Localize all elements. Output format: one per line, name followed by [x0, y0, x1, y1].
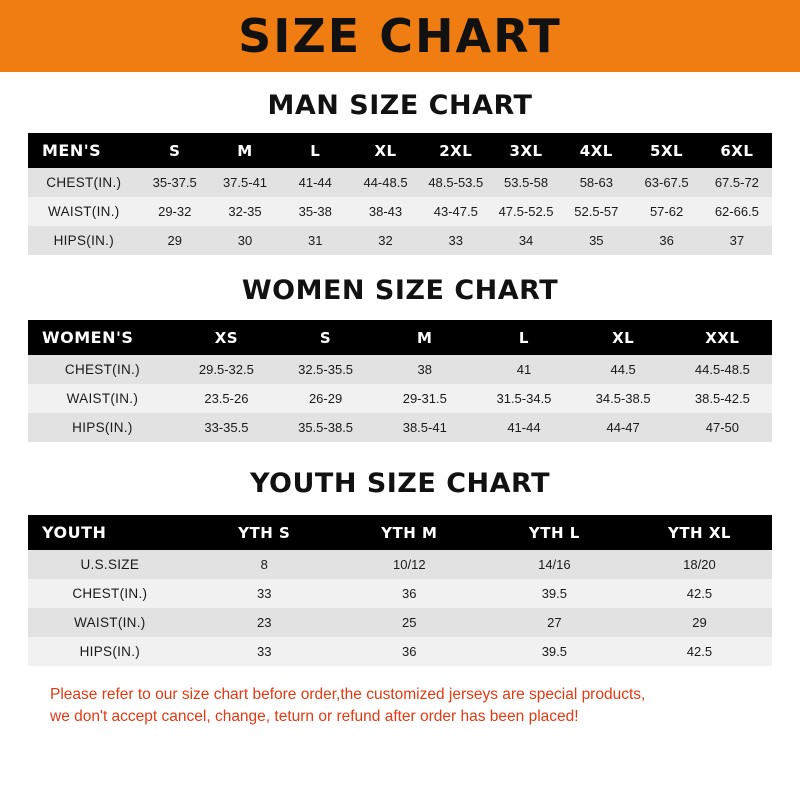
cell: 42.5: [627, 579, 772, 608]
men-size-table: [28, 133, 772, 255]
row-label: WAIST(IN.): [28, 384, 177, 413]
row-label: CHEST(IN.): [28, 168, 140, 197]
cell: 67.5-72: [702, 168, 772, 197]
row-label: CHEST(IN.): [28, 355, 177, 384]
col-header-yth-l: YTH L: [482, 515, 627, 550]
cell: 36: [337, 637, 482, 666]
cell: 44.5-48.5: [673, 355, 772, 384]
table-row: [28, 226, 772, 255]
women-table-header: [28, 320, 772, 355]
cell: 39.5: [482, 579, 627, 608]
table-row: [28, 608, 772, 637]
cell: 47.5-52.5: [491, 197, 561, 226]
row-label: HIPS(IN.): [28, 413, 177, 442]
col-header-s: S: [276, 320, 375, 355]
cell: 41-44: [474, 413, 573, 442]
cell: 48.5-53.5: [421, 168, 491, 197]
cell: 30: [210, 226, 280, 255]
cell: 58-63: [561, 168, 631, 197]
row-label: CHEST(IN.): [28, 579, 192, 608]
cell: 29: [140, 226, 210, 255]
col-header-yth-xl: YTH XL: [627, 515, 772, 550]
col-header-6xl: 6XL: [702, 133, 772, 168]
table-row: [28, 579, 772, 608]
cell: 38: [375, 355, 474, 384]
cell: 34: [491, 226, 561, 255]
table-header-row: [28, 320, 772, 355]
cell: 35-37.5: [140, 168, 210, 197]
row-label: WAIST(IN.): [28, 608, 192, 637]
cell: 29.5-32.5: [177, 355, 276, 384]
cell: 44.5: [574, 355, 673, 384]
table-row: [28, 637, 772, 666]
col-header-xl: XL: [574, 320, 673, 355]
cell: 29-32: [140, 197, 210, 226]
cell: 33: [192, 579, 337, 608]
footnote-line-2: we don't accept cancel, change, teturn or refund after order has been placed!: [50, 708, 579, 726]
men-table-body: [28, 168, 772, 255]
col-header-yth-s: YTH S: [192, 515, 337, 550]
cell: 53.5-58: [491, 168, 561, 197]
cell: 23: [192, 608, 337, 637]
cell: 36: [631, 226, 701, 255]
col-header-5xl: 5XL: [631, 133, 701, 168]
page-title: SIZE CHART: [238, 9, 562, 63]
cell: 29-31.5: [375, 384, 474, 413]
cell: 37: [702, 226, 772, 255]
cell: 34.5-38.5: [574, 384, 673, 413]
cell: 14/16: [482, 550, 627, 579]
cell: 41: [474, 355, 573, 384]
cell: 35-38: [280, 197, 350, 226]
col-header-yth-m: YTH M: [337, 515, 482, 550]
table-row: [28, 413, 772, 442]
cell: 10/12: [337, 550, 482, 579]
cell: 29: [627, 608, 772, 637]
cell: 26-29: [276, 384, 375, 413]
cell: 37.5-41: [210, 168, 280, 197]
col-header-youth: YOUTH: [28, 515, 192, 550]
col-header-s: S: [140, 133, 210, 168]
cell: 43-47.5: [421, 197, 491, 226]
col-header-xs: XS: [177, 320, 276, 355]
cell: 35.5-38.5: [276, 413, 375, 442]
cell: 32: [350, 226, 420, 255]
cell: 57-62: [631, 197, 701, 226]
row-label: WAIST(IN.): [28, 197, 140, 226]
cell: 23.5-26: [177, 384, 276, 413]
footnote: [28, 684, 772, 729]
youth-table-header: [28, 515, 772, 550]
cell: 18/20: [627, 550, 772, 579]
cell: 31.5-34.5: [474, 384, 573, 413]
row-label: HIPS(IN.): [28, 637, 192, 666]
cell: 44-47: [574, 413, 673, 442]
cell: 33: [192, 637, 337, 666]
col-header-2xl: 2XL: [421, 133, 491, 168]
women-size-table: [28, 320, 772, 442]
youth-size-table: [28, 515, 772, 666]
col-header-m: M: [210, 133, 280, 168]
cell: 35: [561, 226, 631, 255]
section-title-youth: YOUTH SIZE CHART: [249, 468, 551, 499]
cell: 62-66.5: [702, 197, 772, 226]
content-area: [0, 90, 800, 729]
cell: 33: [421, 226, 491, 255]
cell: 36: [337, 579, 482, 608]
footnote-line-1: Please refer to our size chart before order,the customized jerseys are special products,: [50, 686, 646, 703]
table-row: [28, 550, 772, 579]
cell: 25: [337, 608, 482, 637]
cell: 63-67.5: [631, 168, 701, 197]
cell: 32.5-35.5: [276, 355, 375, 384]
row-label: U.S.SIZE: [28, 550, 192, 579]
cell: 27: [482, 608, 627, 637]
col-header-womens: WOMEN'S: [28, 320, 177, 355]
cell: 32-35: [210, 197, 280, 226]
table-header-row: [28, 133, 772, 168]
women-table-body: [28, 355, 772, 442]
cell: 38.5-42.5: [673, 384, 772, 413]
col-header-mens: MEN'S: [28, 133, 140, 168]
col-header-xxl: XXL: [673, 320, 772, 355]
table-row: [28, 197, 772, 226]
col-header-l: L: [474, 320, 573, 355]
col-header-l: L: [280, 133, 350, 168]
table-row: [28, 355, 772, 384]
section-title-women: WOMEN SIZE CHART: [241, 275, 559, 306]
cell: 44-48.5: [350, 168, 420, 197]
cell: 31: [280, 226, 350, 255]
cell: 39.5: [482, 637, 627, 666]
youth-table-body: [28, 550, 772, 666]
col-header-4xl: 4XL: [561, 133, 631, 168]
cell: 47-50: [673, 413, 772, 442]
col-header-3xl: 3XL: [491, 133, 561, 168]
table-row: [28, 384, 772, 413]
table-header-row: [28, 515, 772, 550]
cell: 38-43: [350, 197, 420, 226]
page-banner: [0, 0, 800, 72]
cell: 33-35.5: [177, 413, 276, 442]
cell: 41-44: [280, 168, 350, 197]
cell: 52.5-57: [561, 197, 631, 226]
col-header-m: M: [375, 320, 474, 355]
row-label: HIPS(IN.): [28, 226, 140, 255]
men-table-header: [28, 133, 772, 168]
cell: 38.5-41: [375, 413, 474, 442]
col-header-xl: XL: [350, 133, 420, 168]
section-title-man: MAN SIZE CHART: [267, 90, 533, 121]
table-row: [28, 168, 772, 197]
cell: 42.5: [627, 637, 772, 666]
cell: 8: [192, 550, 337, 579]
